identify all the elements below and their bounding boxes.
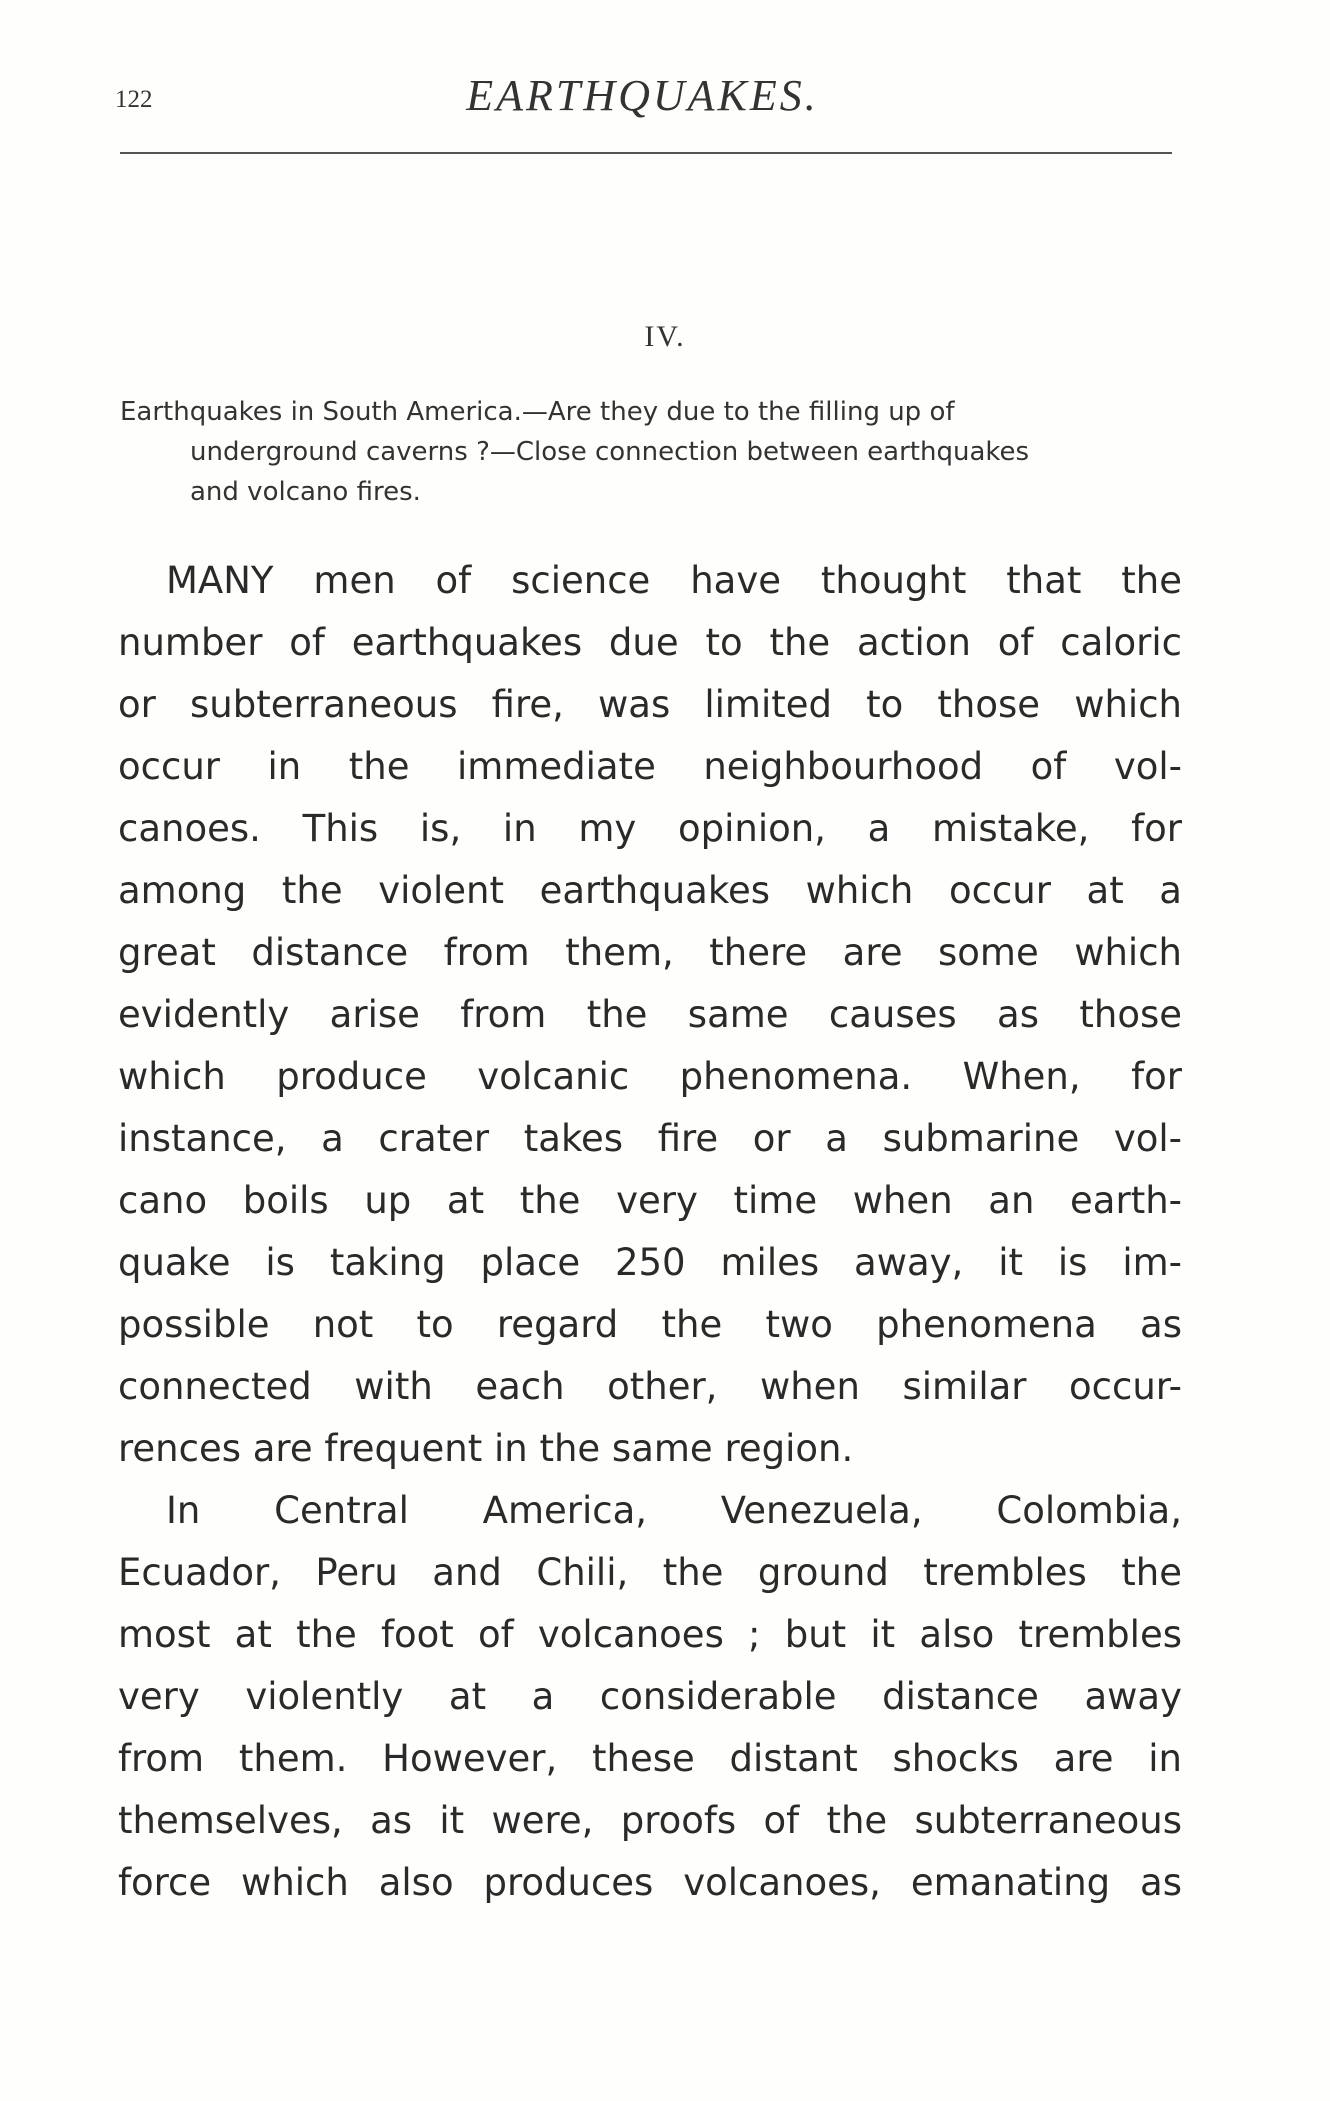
text-line: Ecuador, Peru and Chili, the ground trembles the — [118, 1551, 1182, 1594]
chapter-number: IV. — [644, 320, 686, 353]
text-line: In Central America, Venezuela, Colombia, — [166, 1489, 1182, 1532]
text-line: occur in the immediate neighbourhood of vol- — [118, 745, 1182, 788]
text-line: themselves, as it were, proofs of the subterraneous — [118, 1799, 1182, 1842]
chapter-summary — [120, 392, 1180, 512]
text-line: very violently at a considerable distance away — [118, 1675, 1182, 1718]
summary-line: Earthquakes in South America.—Are they due to the filling up of — [120, 397, 955, 427]
text-line: instance, a crater takes fire or a submarine vol- — [118, 1117, 1182, 1160]
running-head — [115, 70, 1170, 130]
running-title: EARTHQUAKES. — [466, 71, 819, 120]
text-line: canoes. This is, in my opinion, a mistake, for — [118, 807, 1182, 850]
summary-line: and volcano fires. — [190, 477, 421, 507]
text-line: from them. However, these distant shocks are in — [118, 1737, 1182, 1780]
text-line: rences are frequent in the same region. — [118, 1427, 854, 1470]
text-line: possible not to regard the two phenomena as — [118, 1303, 1182, 1346]
text-line: evidently arise from the same causes as those — [118, 993, 1182, 1036]
text-line: connected with each other, when similar occur- — [118, 1365, 1182, 1408]
text-line: great distance from them, there are some which — [118, 931, 1182, 974]
text-line: which produce volcanic phenomena. When, for — [118, 1055, 1182, 1098]
header-rule — [120, 152, 1172, 154]
text-line: number of earthquakes due to the action of caloric — [118, 621, 1182, 664]
text-line: or subterraneous fire, was limited to those which — [118, 683, 1182, 726]
paragraph-2 — [118, 1480, 1182, 1914]
text-line: force which also produces volcanoes, emanating as — [118, 1861, 1182, 1904]
text-line: quake is taking place 250 miles away, it is im- — [118, 1241, 1182, 1284]
text-line: MANY men of science have thought that the — [166, 559, 1182, 602]
body-text — [118, 550, 1182, 1914]
text-line: most at the foot of volcanoes ; but it also trembles — [118, 1613, 1182, 1656]
paragraph-1 — [118, 550, 1182, 1480]
text-line: among the violent earthquakes which occur at a — [118, 869, 1182, 912]
page-number: 122 — [115, 86, 153, 113]
text-line: cano boils up at the very time when an earth- — [118, 1179, 1182, 1222]
summary-line: underground caverns ?—Close connection between earthquakes — [190, 437, 1030, 467]
